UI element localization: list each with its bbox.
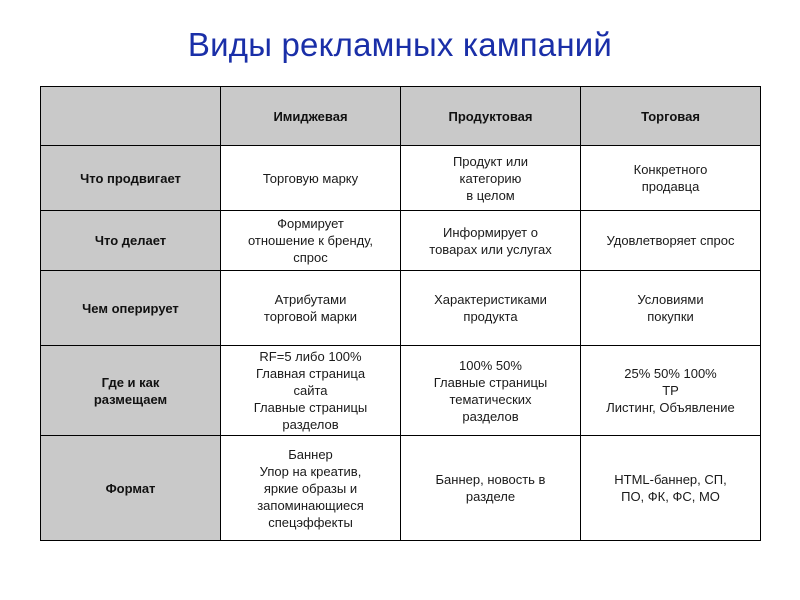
page-title: Виды рекламных кампаний [187,26,613,63]
table-cell: 100% 50% Главные страницы тематических разделов [401,346,581,436]
column-header-product: Продуктовая [401,87,581,146]
table-cell: Условиями покупки [581,271,761,346]
table-cell: Удовлетворяет спрос [581,211,761,271]
table-cell: Информирует о товарах или услугах [401,211,581,271]
table-cell: Торговую марку [221,146,401,211]
row-label-placement: Где и как размещаем [41,346,221,436]
row-label-does: Что делает [41,211,221,271]
table-cell: Баннер Упор на креатив, яркие образы и запоминающиеся спецэффекты [221,436,401,541]
table-cell: Характеристиками продукта [401,271,581,346]
row-label-promotes: Что продвигает [41,146,221,211]
column-header-image: Имиджевая [221,87,401,146]
table-row [41,211,761,271]
table-cell: Атрибутами торговой марки [221,271,401,346]
table-cell: Конкретного продавца [581,146,761,211]
table-header-row [41,87,761,146]
table-row [41,271,761,346]
table-cell: Баннер, новость в разделе [401,436,581,541]
column-header-trade: Торговая [581,87,761,146]
table-cell: RF=5 либо 100% Главная страница сайта Главные страницы разделов [221,346,401,436]
row-label-format: Формат [41,436,221,541]
table-row [41,436,761,541]
table-cell: Формирует отношение к бренду, спрос [221,211,401,271]
table-cell: Продукт или категорию в целом [401,146,581,211]
table-row [41,346,761,436]
table-cell: HTML-баннер, СП, ПО, ФК, ФС, МО [581,436,761,541]
table-cell: 25% 50% 100% ТР Листинг, Объявление [581,346,761,436]
row-label-operates: Чем оперирует [41,271,221,346]
table-row [41,146,761,211]
campaign-types-table [40,86,761,541]
table-corner-cell [41,87,221,146]
